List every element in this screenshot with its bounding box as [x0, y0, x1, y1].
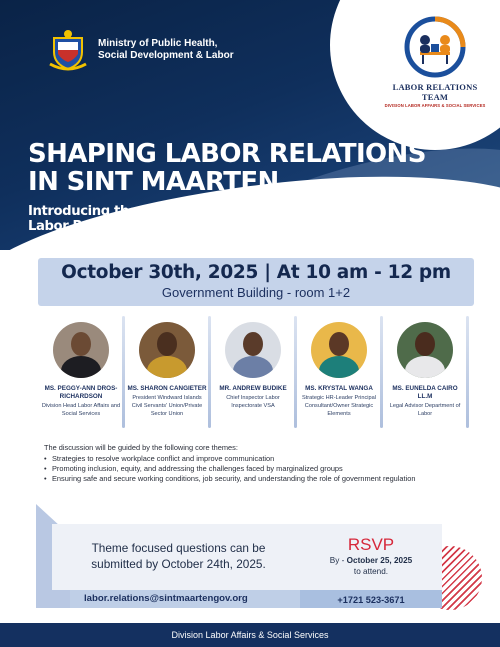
speaker-card [213, 316, 293, 430]
speaker-name: MR. ANDREW BUDIKE [219, 385, 287, 392]
team-logo-subtitle: DIVISION LABOR AFFAIRS & SOCIAL SERVICES [384, 103, 486, 108]
speaker-card [299, 316, 379, 430]
team-logo-title: LABOR RELATIONS TEAM [392, 82, 478, 102]
team-meeting-icon [400, 14, 470, 80]
rsvp-suffix: to attend. [353, 567, 389, 576]
contact-email-link[interactable]: labor.relations@sintmaartengov.org [84, 593, 248, 604]
event-location: Government Building - room 1+2 [161, 285, 351, 300]
speaker-name: MS. SHARON CANGIETER [127, 385, 207, 392]
title-line-1: SHAPING LABOR RELATIONS [28, 139, 426, 169]
list-item: • Promoting inclusion, equity, and addressing the challenges faced by marginalized groups [44, 464, 484, 474]
subtitle-line-1: Introducing the Role and Responsibilities of Key Stakeholders [28, 204, 465, 219]
page-title [28, 140, 468, 196]
speaker-role: Legal Advisor Department of Labor [389, 403, 461, 417]
themes-list [44, 454, 484, 484]
subtitle-line-2: Labor Relations Panel Discussion [28, 219, 262, 234]
labor-relations-team-logo [383, 14, 487, 114]
questions-notice [52, 524, 300, 590]
speaker-card [385, 316, 465, 430]
themes-section [44, 443, 484, 484]
email-bar [70, 590, 302, 608]
speaker-panel [41, 316, 461, 432]
speaker-photo [225, 322, 281, 378]
themes-intro: The discussion will be guided by the following core themes: [44, 443, 238, 452]
phone-bar [300, 590, 442, 608]
rsvp-prefix: By - [329, 556, 347, 565]
contact-phone[interactable]: +1721 523-3671 [337, 595, 405, 605]
ministry-branding [46, 28, 238, 72]
questions-line-2: submitted by October 24th, 2025. [91, 557, 266, 571]
footer [0, 623, 500, 647]
questions-line-1: Theme focused questions can be [91, 541, 266, 555]
coat-of-arms-icon [46, 28, 90, 72]
speaker-card [127, 316, 207, 430]
speaker-photo [397, 322, 453, 378]
rsvp-deadline: October 25, 2025 [346, 556, 413, 565]
speaker-photo [311, 322, 367, 378]
footer-text: Division Labor Affairs & Social Services [171, 630, 329, 640]
event-date-time: October 30th, 2025 | At 10 am - 12 pm [61, 262, 451, 283]
subtitle [28, 204, 468, 234]
speaker-name: MS. PEGGY-ANN DROS-RICHARDSON [44, 385, 118, 400]
speaker-role: President Windward Islands Civil Servants' Union/Private Sector Union [131, 395, 203, 417]
rsvp-label: RSVP [347, 535, 395, 554]
speaker-role: Division Head Labor Affairs and Social Services [41, 403, 121, 417]
speaker-card [41, 316, 121, 430]
list-item: • Ensuring safe and secure working conditions, job security, and understanding the role of government regulation [44, 474, 484, 484]
list-item: • Strategies to resolve workplace conflict and improve communication [44, 454, 484, 464]
ministry-name: Ministry of Public Health, Social Development & Labor [98, 38, 234, 61]
event-details [38, 258, 474, 306]
rsvp-section [300, 524, 442, 590]
speaker-photo [53, 322, 109, 378]
title-line-2: IN SINT MAARTEN [28, 167, 279, 197]
speaker-role: Chief Inspector Labor Inspectorate VSA [226, 395, 280, 409]
speaker-name: MS. EUNELDA CAIRO LL.M [392, 385, 458, 400]
speaker-name: MS. KRYSTAL WANGA [305, 385, 373, 392]
speaker-role: Strategic HR-Leader Principal Consultant/Owner Strategic Elements [302, 395, 376, 417]
speaker-photo [139, 322, 195, 378]
